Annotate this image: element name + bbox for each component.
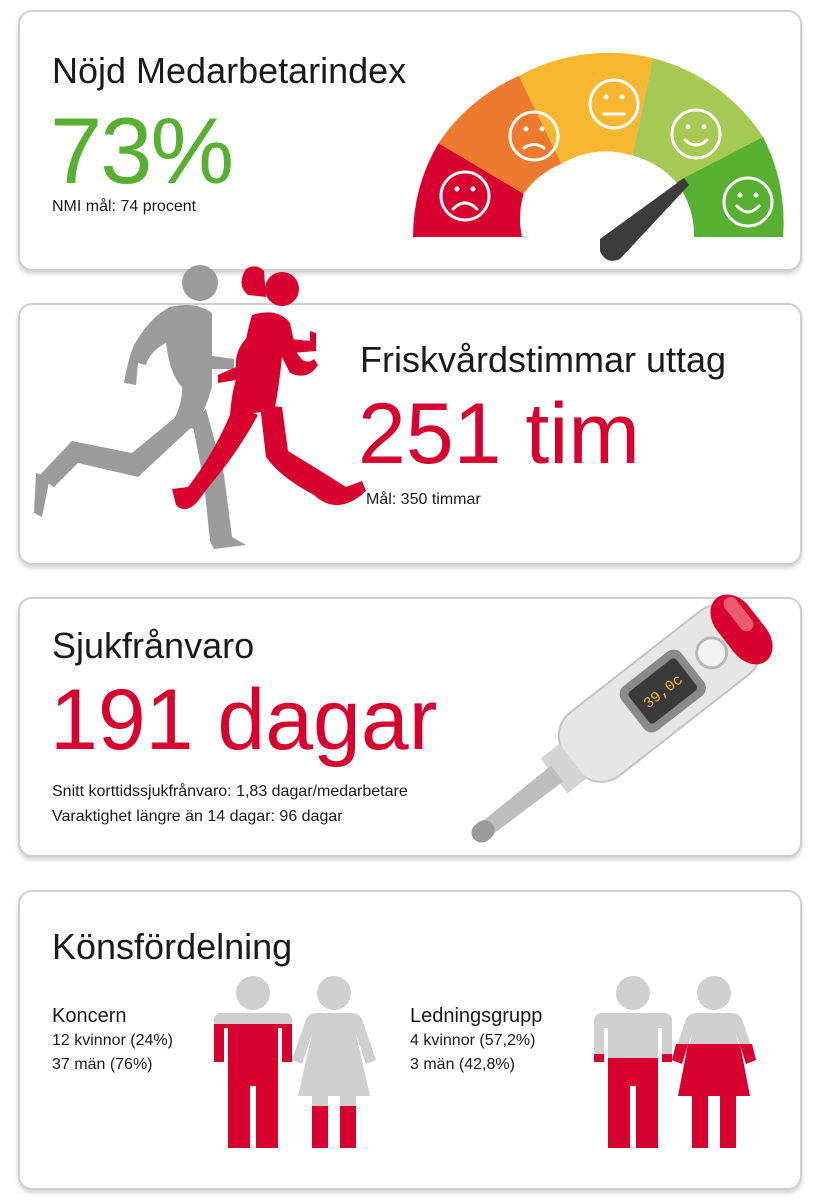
sick-line1: Snitt korttidssjukfrånvaro: 1,83 dagar/medarbetare [52, 783, 408, 800]
sick-value: 191 dagar [50, 672, 438, 768]
koncern-man-icon [214, 976, 292, 1148]
health-value: 251 tim [358, 386, 641, 482]
ledningsgrupp-man-icon [594, 976, 672, 1148]
nmi-goal: NMI mål: 74 procent [52, 198, 197, 215]
sick-title: Sjukfrånvaro [52, 625, 255, 666]
thermometer-reading: 39,0c [640, 671, 687, 713]
nmi-title: Nöjd Medarbetarindex [52, 50, 407, 91]
group1-men: 37 män (76%) [52, 1056, 153, 1073]
ledningsgrupp-woman-icon [672, 976, 756, 1148]
koncern-woman-icon [292, 976, 376, 1148]
health-title: Friskvårdstimmar uttag [360, 339, 727, 380]
group2-men: 3 män (42,8%) [410, 1056, 515, 1073]
gender-title: Könsfördelning [52, 926, 293, 967]
group1-women: 12 kvinnor (24%) [52, 1032, 173, 1049]
group1-name: Koncern [52, 1005, 127, 1027]
group2-women: 4 kvinnor (57,2%) [410, 1032, 536, 1049]
nmi-value: 73% [50, 98, 233, 203]
health-goal: Mål: 350 timmar [366, 491, 481, 508]
sick-line2: Varaktighet längre än 14 dagar: 96 dagar [52, 808, 343, 825]
group2-name: Ledningsgrupp [410, 1005, 543, 1027]
